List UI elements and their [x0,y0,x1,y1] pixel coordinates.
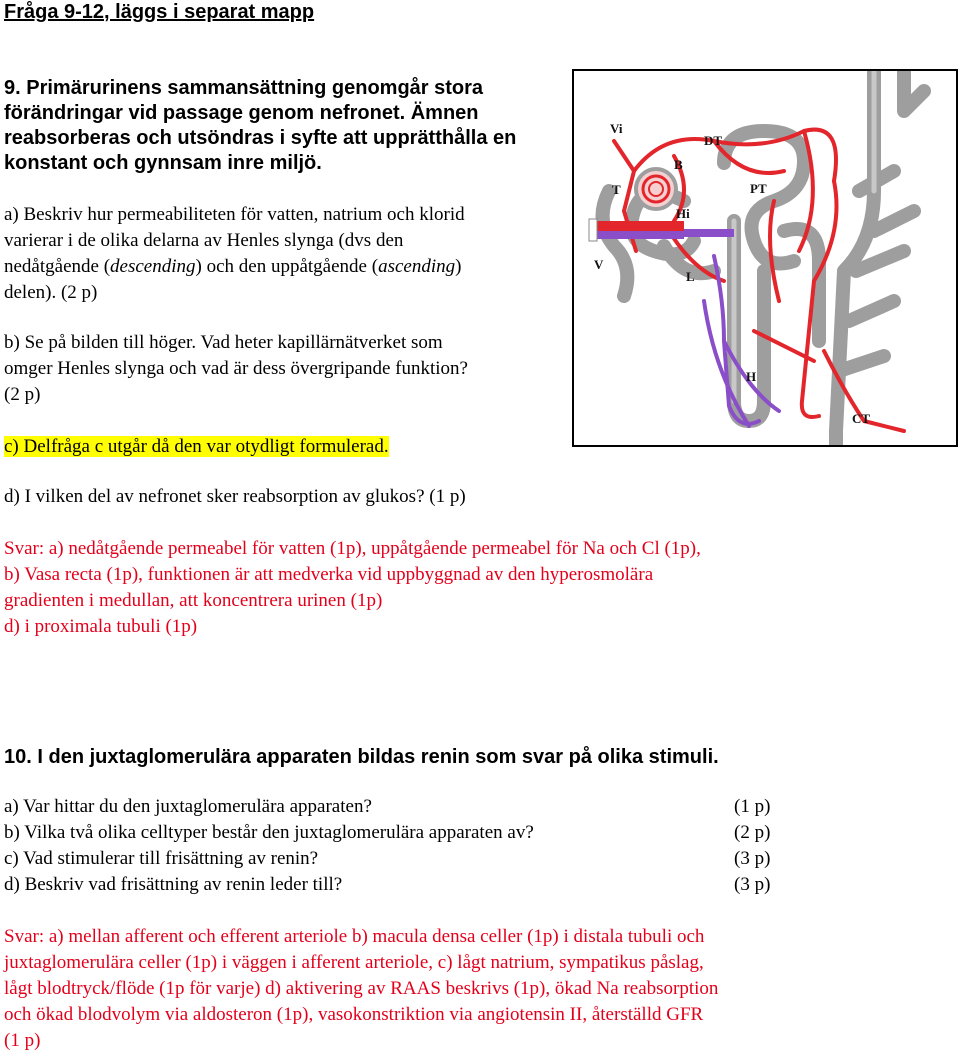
label-pt: PT [750,181,767,196]
q9b-line-3: (2 p) [4,384,41,405]
vessel-cut [589,219,597,241]
label-t: T [612,182,621,197]
q9-heading-line-1: 9. Primärurinens sammansättning genomgår stora [4,77,484,99]
glomerulus [636,169,676,209]
label-h: H [746,369,757,384]
q10-heading: 10. I den juxtaglomerulära apparaten bildas renin som svar på olika stimuli. [4,746,719,768]
q9-heading-line-2: förändringar vid passage genom nefronet. Ämnen [4,102,479,124]
nephron-diagram [574,71,956,445]
vein-extension [684,229,734,237]
q9a-line-3: nedåtgående (descending) och den uppåtgående (ascending) [4,256,462,277]
q9-answer-line-1: Svar: a) nedåtgående permeabel för vatten (1p), uppåtgående permeabel för Na och Cl (1p), [4,538,701,559]
q9-answer-line-3: gradienten i medullan, att koncentrera urinen (1p) [4,590,383,611]
q9-answer-line-4: d) i proximala tubuli (1p) [4,616,198,637]
q9a-line-4: delen). (2 p) [4,282,98,303]
q9-heading-line-3: reabsorberas och utsöndras i syfte att upprätthålla en [4,127,517,149]
q9c-highlight: c) Delfråga c utgår då den var otydligt formulerad. [4,436,389,457]
q9-answer-line-2: b) Vasa recta (1p), funktionen är att medverka vid uppbyggnad av den hyperosmolära [4,564,654,585]
q10b-points: (2 p) [734,822,771,843]
q9a-line-2: varierar i de olika delarna av Henles slynga (dvs den [4,230,404,251]
label-b: B [674,157,683,172]
label-v: V [594,257,604,272]
q10-answer-line-3: lågt blodtryck/flöde (1p för varje) d) aktivering av RAAS beskrivs (1p), ökad Na reabsorption [4,978,719,999]
page-title: Fråga 9-12, läggs i separat mapp [4,1,315,23]
q10a-points: (1 p) [734,796,771,817]
q10c-text: c) Vad stimulerar till frisättning av renin? [4,848,319,869]
efferent-vein [596,231,684,239]
nephron-figure [572,69,958,447]
label-vi: Vi [610,121,623,136]
q9c-line [4,434,389,460]
q10a-text: a) Var hittar du den juxtaglomerulära apparaten? [4,796,372,817]
label-dt: DT [704,133,723,148]
q10b-text: b) Vilka två olika celltyper består den juxtaglomerulära apparaten av? [4,822,534,843]
q9b-line-2: omger Henles slynga och vad är dess övergripande funktion? [4,358,468,379]
q10-answer-line-4: och ökad blodvolym via aldosteron (1p), vasokonstriktion via angiotensin II, återställd GFR [4,1004,704,1025]
afferent-arteriole [596,221,684,231]
q10d-points: (3 p) [734,874,771,895]
q10-answer-line-2: juxtaglomerulära celler (1p) i väggen i afferent arteriole, c) lågt natrium, sympatikus påslag, [4,952,704,973]
q10-answer-line-5: (1 p) [4,1030,41,1051]
q9a-line-1: a) Beskriv hur permeabiliteten för vatten, natrium och klorid [4,204,465,225]
q10d-text: d) Beskriv vad frisättning av renin leder till? [4,874,343,895]
q10-answer-line-1: Svar: a) mellan afferent och efferent arteriole b) macula densa celler (1p) i distala tubuli och [4,926,705,947]
label-hi: Hi [676,206,690,221]
q9d-line: d) I vilken del av nefronet sker reabsorption av glukos? (1 p) [4,486,466,507]
q9b-line-1: b) Se på bilden till höger. Vad heter kapillärnätverket som [4,332,443,353]
q9-heading-line-4: konstant och gynnsam inre miljö. [4,152,322,174]
label-ct: CT [852,411,871,426]
q10c-points: (3 p) [734,848,771,869]
label-l: L [686,269,695,284]
